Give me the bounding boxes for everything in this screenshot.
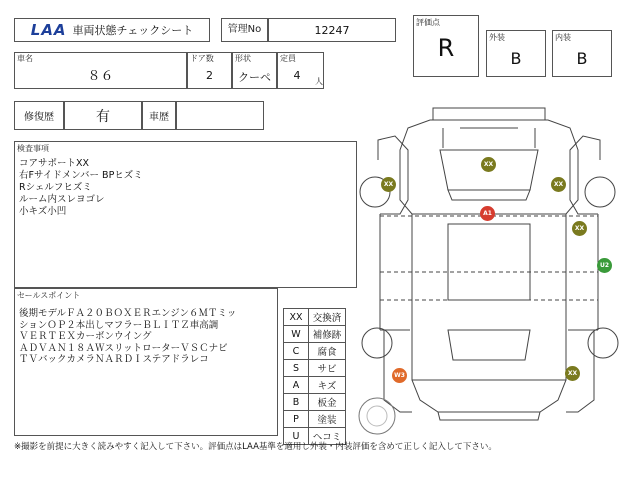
capacity-value: 4 bbox=[293, 69, 301, 82]
footer-note: ※撮影を前提に大きく読みやすく記入して下さい。評価点はLAA基準を適用し外装・内装評価を含めて正しく記入して下さい。 bbox=[14, 442, 497, 452]
sales-line: ＶＥＲＴＥＸカーボンウイング bbox=[19, 331, 152, 342]
legend-code: XX bbox=[284, 309, 309, 326]
legend-desc: サビ bbox=[309, 360, 346, 377]
kanri-value: 12247 bbox=[314, 23, 350, 37]
car-name-value: ８６ bbox=[87, 69, 114, 84]
legend-code: B bbox=[284, 394, 309, 411]
sheet-title: 車両状態チェックシート bbox=[72, 24, 194, 37]
damage-marker: XX bbox=[381, 177, 396, 192]
damage-marker: XX bbox=[551, 177, 566, 192]
legend-desc: 塗装 bbox=[309, 411, 346, 428]
legend-desc: 腐食 bbox=[309, 343, 346, 360]
legend-desc: キズ bbox=[309, 377, 346, 394]
capacity-label: 定員 bbox=[280, 54, 296, 63]
inspection-label: 検査事項 bbox=[17, 144, 49, 153]
legend-desc: 補修跡 bbox=[309, 326, 346, 343]
sales-line: ションＯＰ２本出しマフラーＢＬＩＴＺ車高調 bbox=[19, 319, 219, 331]
sales-line: 後期モデルＦＡ２０ＢＯＸＥＲエンジン６ＭＴミッ bbox=[19, 308, 237, 319]
inspection-line: Rシェルフヒズミ bbox=[19, 182, 92, 193]
rating-value: R bbox=[437, 34, 455, 62]
inspection-line: ルーム内スレヨゴレ bbox=[19, 194, 105, 205]
legend-desc: 交換済 bbox=[309, 309, 346, 326]
capacity-unit: 人 bbox=[315, 77, 323, 86]
interior-value: B bbox=[576, 49, 588, 68]
legend-code: W bbox=[284, 326, 309, 343]
inspection-line: 右Fサイドメンバー BPヒズミ bbox=[19, 170, 143, 181]
damage-marker: XX bbox=[565, 366, 580, 381]
legend-desc: ヘコミ bbox=[309, 428, 346, 445]
doors-value: 2 bbox=[206, 69, 213, 82]
shape-label: 形状 bbox=[235, 54, 251, 63]
laa-logo: LAA bbox=[30, 21, 67, 39]
legend-code: U bbox=[284, 428, 309, 445]
legend-code: P bbox=[284, 411, 309, 428]
repair-value: 有 bbox=[96, 108, 110, 125]
legend-code: S bbox=[284, 360, 309, 377]
exterior-label: 外装 bbox=[489, 33, 505, 42]
chassis-label: 車歴 bbox=[149, 112, 169, 123]
damage-marker: U2 bbox=[597, 258, 612, 273]
shape-value: クーペ bbox=[238, 71, 271, 84]
damage-marker: XX bbox=[572, 221, 587, 236]
damage-marker: XX bbox=[481, 157, 496, 172]
sales-label: セールスポイント bbox=[17, 291, 81, 300]
sales-line: ＡＤＶＡＮ１８ＡＷスリットローターＶＳＣナビ bbox=[19, 342, 228, 354]
exterior-value: B bbox=[510, 49, 522, 68]
damage-marker: W3 bbox=[392, 368, 407, 383]
inspection-line: コアサポートXX bbox=[19, 158, 90, 169]
rating-label: 評価点 bbox=[416, 18, 440, 27]
interior-label: 内装 bbox=[555, 33, 571, 42]
legend-code: C bbox=[284, 343, 309, 360]
doors-label: ドア数 bbox=[190, 54, 214, 63]
damage-marker: A1 bbox=[480, 206, 495, 221]
sales-line: ＴＶバックカメラＮＡＲＤＩステアドラレコ bbox=[19, 354, 209, 365]
car-name-label: 車名 bbox=[17, 54, 33, 63]
inspection-line: 小キズ小凹 bbox=[19, 206, 67, 217]
repair-label: 修復歴 bbox=[24, 112, 54, 123]
kanri-label: 管理No bbox=[227, 24, 262, 35]
legend-desc: 板金 bbox=[309, 394, 346, 411]
legend-code: A bbox=[284, 377, 309, 394]
